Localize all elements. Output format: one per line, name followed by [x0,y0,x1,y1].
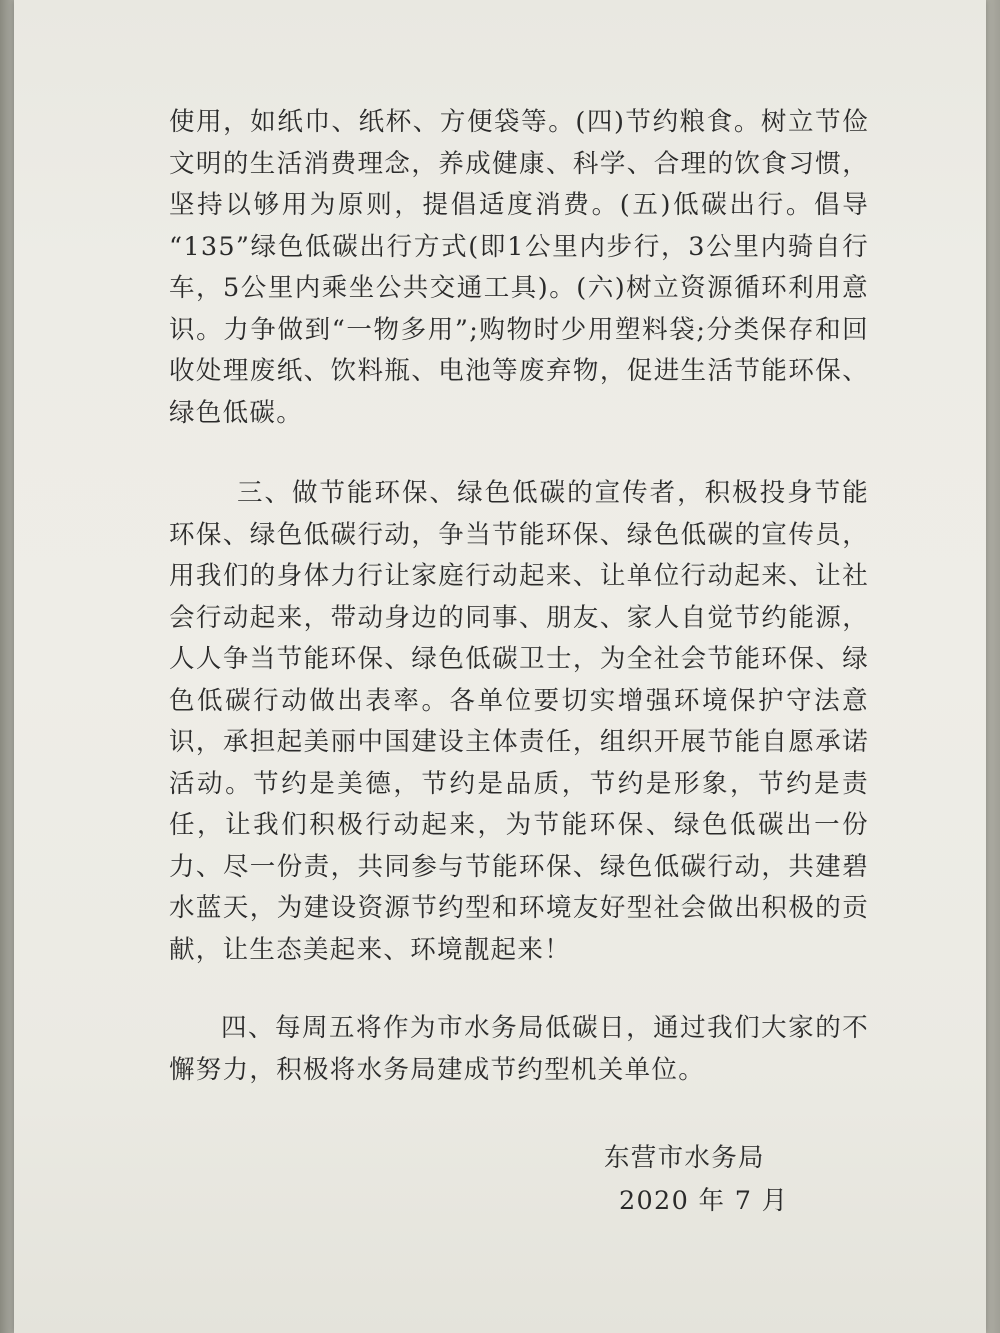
paper-sheet [14,0,986,1333]
paragraph-continuation: 使用，如纸巾、纸杯、方便袋等。(四)节约粮食。树立节俭文明的生活消费理念，养成健康、科学、合理的饮食习惯，坚持以够用为原则，提倡适度消费。(五)低碳出行。倡导 “135”绿色低碳出行方式(即1公里内步行，3公里内骑自行车，5公里内乘坐公共交通工具)。(六)树立资源循环利用意识。力争做到“一物多用”;购物时少用塑料袋;分类保存和回收处理废纸、饮料瓶、电池等废弃物，促进生活节能环保、绿色低碳。 [169,107,869,428]
signature-organization: 东营市水务局 [604,1143,765,1173]
paragraph-section-four: 四、每周五将作为市水务局低碳日，通过我们大家的不懈努力，积极将水务局建成节约型机关单位。 [169,1013,869,1085]
signature-date: 2020 年 7 月 [619,1186,789,1216]
paragraph-section-three: 三、做节能环保、绿色低碳的宣传者，积极投身节能环保、绿色低碳行动，争当节能环保、绿色低碳的宣传员，用我们的身体力行让家庭行动起来、让单位行动起来、让社会行动起来，带动身边的同事、朋友、家人自觉节约能源，人人争当节能环保、绿色低碳卫士，为全社会节能环保、绿色低碳行动做出表率。各单位要切实增强环境保护守法意识，承担起美丽中国建设主体责任，组织开展节能自愿承诺活动。节约是美德，节约是品质，节约是形象，节约是责任，让我们积极行动起来，为节能环保、绿色低碳出一份力、尽一份责，共同参与节能环保、绿色低碳行动，共建碧水蓝天，为建设资源节约型和环境友好型社会做出积极的贡献，让生态美起来、环境靓起来！ [169,478,869,965]
